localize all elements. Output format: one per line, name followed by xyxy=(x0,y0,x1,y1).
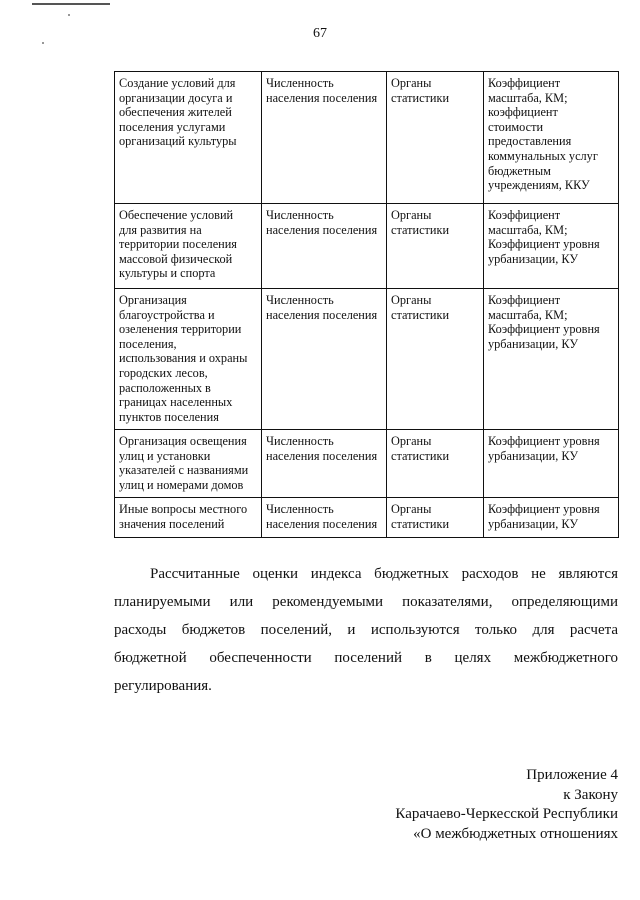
scan-artifact-line xyxy=(32,3,110,5)
cell-text: Коэффициент масштаба, КМ; коэффициент стоимости предоставления коммунальных услуг бюджетным учреждениям, ККУ xyxy=(488,76,598,193)
cell-text: Органы статистики xyxy=(391,76,450,105)
cell-text: Численность населения поселения xyxy=(266,76,378,105)
appendix-line: «О межбюджетных отношениях xyxy=(413,825,618,842)
table-cell-indicator xyxy=(262,289,387,430)
paragraph-line: Рассчитанные оценки индекса бюджетных расходов не являются xyxy=(150,566,618,582)
table-cell-indicator xyxy=(262,430,387,498)
cell-text: Обеспечение условий для развития на территории поселения массовой физической культуры и спорта xyxy=(119,208,237,281)
cell-text: Коэффициент масштаба, КМ; Коэффициент уровня урбанизации, КУ xyxy=(488,208,600,266)
cell-text: Коэффициент масштаба, КМ; Коэффициент уровня урбанизации, КУ xyxy=(488,293,600,351)
table-row xyxy=(115,430,619,498)
cell-text: Численность населения поселения xyxy=(266,502,378,531)
table-cell-coefficients xyxy=(484,204,619,289)
cell-text: Численность населения поселения xyxy=(266,434,378,463)
scan-artifact-dot xyxy=(42,42,44,44)
appendix-header xyxy=(395,766,618,844)
table-cell-expenditure-type xyxy=(115,289,262,430)
cell-text: Органы статистики xyxy=(391,208,450,237)
table-row xyxy=(115,498,619,538)
scan-artifact-dot xyxy=(68,14,70,16)
table-cell-indicator xyxy=(262,204,387,289)
paragraph-line: планируемыми или рекомендуемыми показателями, определяющими xyxy=(114,594,618,610)
table-cell-expenditure-type xyxy=(115,72,262,204)
appendix-line: к Закону xyxy=(563,786,618,803)
cell-text: Органы статистики xyxy=(391,293,450,322)
table-cell-source xyxy=(387,72,484,204)
cell-text: Создание условий для организации досуга и обеспечения жителей поселения услугами организаций культуры xyxy=(119,76,237,149)
table-cell-expenditure-type xyxy=(115,430,262,498)
cell-text: Коэффициент уровня урбанизации, КУ xyxy=(488,502,600,531)
page-number: 67 xyxy=(313,26,327,41)
cell-text: Коэффициент уровня урбанизации, КУ xyxy=(488,434,600,463)
table-cell-expenditure-type xyxy=(115,498,262,538)
paragraph-line: бюджетной обеспеченности поселений в целях межбюджетного xyxy=(114,650,618,666)
table-cell-coefficients xyxy=(484,72,619,204)
cell-text: Органы статистики xyxy=(391,434,450,463)
table-cell-source xyxy=(387,204,484,289)
table-cell-source xyxy=(387,289,484,430)
cell-text: Организация освещения улиц и установки указателей с названиями улиц и номерами домов xyxy=(119,434,249,492)
table-cell-expenditure-type xyxy=(115,204,262,289)
table-cell-indicator xyxy=(262,72,387,204)
table-cell-source xyxy=(387,498,484,538)
cell-text: Органы статистики xyxy=(391,502,450,531)
table-row xyxy=(115,72,619,204)
paragraph-line: регулирования. xyxy=(114,678,212,694)
cell-text: Организация благоустройства и озеленения территории поселения, использования и охраны городских лесов, расположенных в границах населенных пунктов поселения xyxy=(119,293,248,424)
body-paragraph xyxy=(114,560,618,700)
table-cell-coefficients xyxy=(484,498,619,538)
cell-text: Численность населения поселения xyxy=(266,208,378,237)
table-cell-coefficients xyxy=(484,289,619,430)
paragraph-line: расходы бюджетов поселений, и используются только для расчета xyxy=(114,622,618,638)
cell-text: Численность населения поселения xyxy=(266,293,378,322)
table-cell-source xyxy=(387,430,484,498)
table-row xyxy=(115,204,619,289)
table-cell-indicator xyxy=(262,498,387,538)
appendix-line: Приложение 4 xyxy=(526,767,618,783)
appendix-line: Карачаево-Черкесской Республики xyxy=(395,806,618,822)
cell-text: Иные вопросы местного значения поселений xyxy=(119,502,248,531)
budget-expenditure-criteria-table xyxy=(114,71,619,538)
table-cell-coefficients xyxy=(484,430,619,498)
table-row xyxy=(115,289,619,430)
